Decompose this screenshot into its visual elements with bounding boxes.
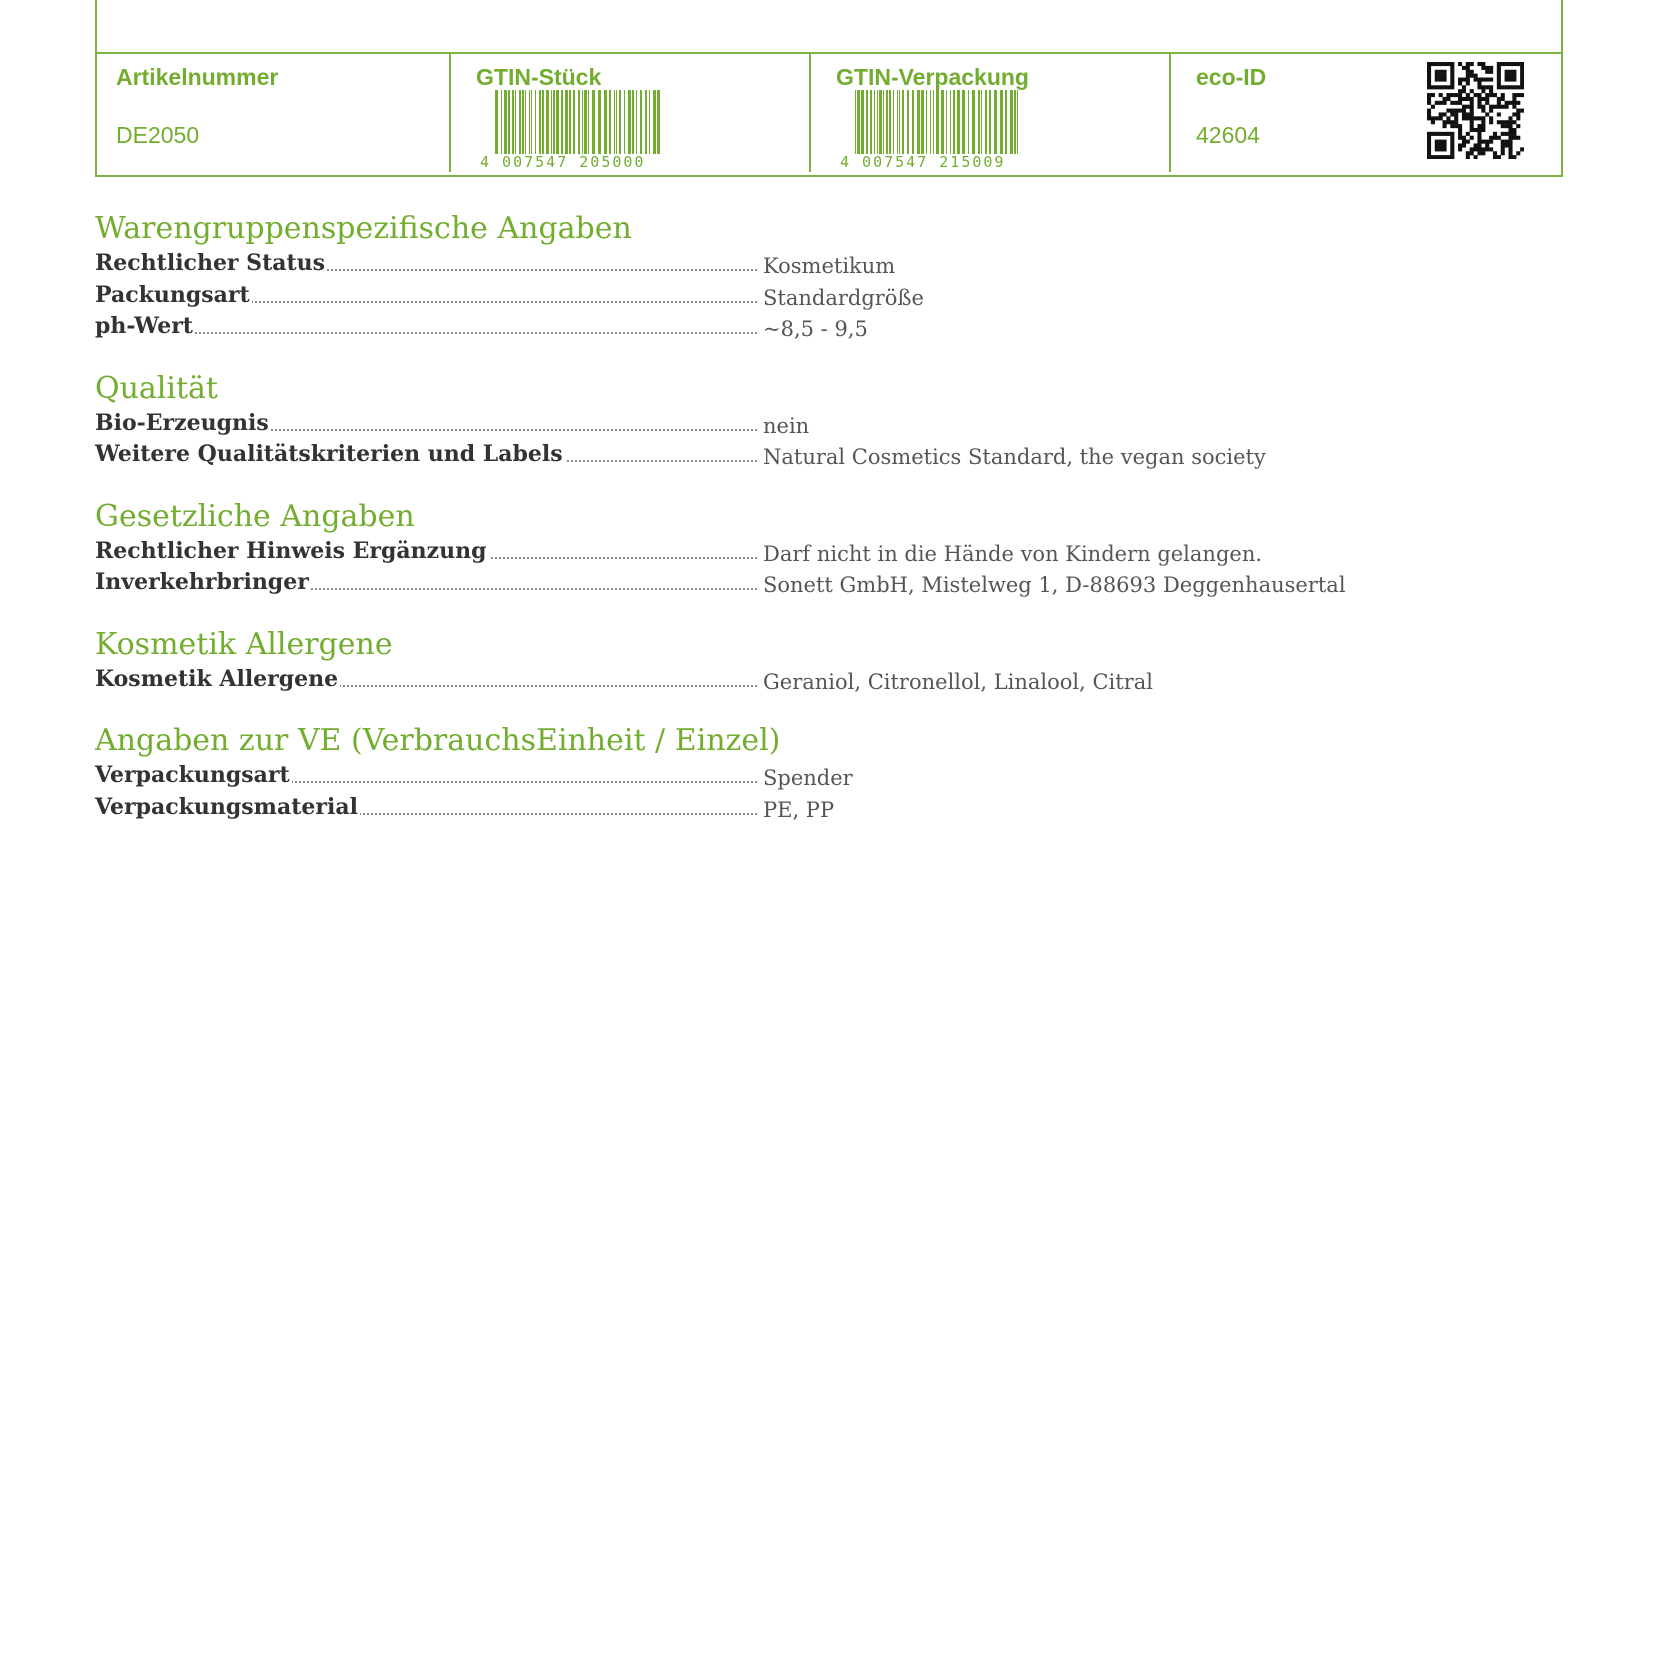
gtin-piece-label: GTIN-Stück <box>476 64 602 90</box>
detail-row <box>95 792 1395 824</box>
detail-row <box>95 536 1395 568</box>
gtin-piece-barcode-icon <box>495 90 661 154</box>
gtin-pack-barcode-icon <box>855 90 1021 154</box>
detail-label: Verpackungsmaterial <box>95 793 358 820</box>
detail-row <box>95 311 1395 343</box>
detail-label: Rechtlicher Status <box>95 250 326 276</box>
eco-id-value: 42604 <box>1196 122 1260 148</box>
section-title: Angaben zur VE (VerbrauchsEinheit / Einzel) <box>95 723 781 758</box>
column-separator <box>1169 54 1171 172</box>
section-verbrauchseinheit <box>95 722 1395 823</box>
article-number-label: Artikelnummer <box>116 64 279 90</box>
section-title: Gesetzliche Angaben <box>95 498 415 534</box>
detail-row <box>95 664 1395 696</box>
detail-label: Packungsart <box>95 281 250 308</box>
detail-label: ph-Wert <box>95 313 193 339</box>
detail-label: Bio-Erzeugnis <box>95 409 269 436</box>
section-qualitaet <box>95 370 1395 471</box>
detail-row <box>95 439 1395 471</box>
section-warengruppe <box>95 210 1395 343</box>
detail-value: Geraniol, Citronellol, Linalool, Citral <box>763 669 1153 694</box>
detail-label: Verpackungsart <box>95 762 290 788</box>
section-title: Kosmetik Allergene <box>95 626 393 662</box>
detail-row <box>95 760 1395 792</box>
detail-value: PE, PP <box>763 797 835 822</box>
section-title: Warengruppenspezifische Angaben <box>95 211 632 246</box>
section-gesetzliche-angaben <box>95 498 1395 599</box>
detail-row <box>95 280 1395 312</box>
detail-value: nein <box>763 413 810 438</box>
detail-row <box>95 408 1395 440</box>
detail-label: Rechtlicher Hinweis Ergänzung <box>95 537 487 564</box>
article-number-value: DE2050 <box>116 122 200 148</box>
header-divider <box>97 52 1561 54</box>
detail-value: Spender <box>763 766 853 790</box>
detail-row <box>95 248 1395 280</box>
detail-label: Weitere Qualitätskriterien und Labels <box>95 441 563 467</box>
eco-id-label: eco-ID <box>1196 64 1267 90</box>
detail-value: Standardgröße <box>763 285 924 310</box>
gtin-pack-label: GTIN-Verpackung <box>836 64 1029 90</box>
gtin-pack-number: 4 007547 215009 <box>840 153 1006 171</box>
column-separator <box>809 54 811 172</box>
column-separator <box>449 54 451 172</box>
detail-value: Kosmetikum <box>763 254 896 278</box>
section-kosmetik-allergene <box>95 626 1395 696</box>
detail-value: ~8,5 - 9,5 <box>763 317 868 341</box>
product-header-box <box>95 0 1563 177</box>
detail-value: Sonett GmbH, Mistelweg 1, D-88693 Deggenhausertal <box>763 573 1346 597</box>
detail-label: Kosmetik Allergene <box>95 665 339 692</box>
detail-row <box>95 567 1395 599</box>
section-title: Qualität <box>95 370 218 406</box>
detail-value: Natural Cosmetics Standard, the vegan society <box>763 445 1266 469</box>
product-details <box>95 210 1395 850</box>
detail-value: Darf nicht in die Hände von Kindern gelangen. <box>763 541 1263 566</box>
gtin-piece-number: 4 007547 205000 <box>480 153 646 171</box>
detail-label: Inverkehrbringer <box>95 569 309 595</box>
qr-code-icon <box>1427 62 1524 159</box>
